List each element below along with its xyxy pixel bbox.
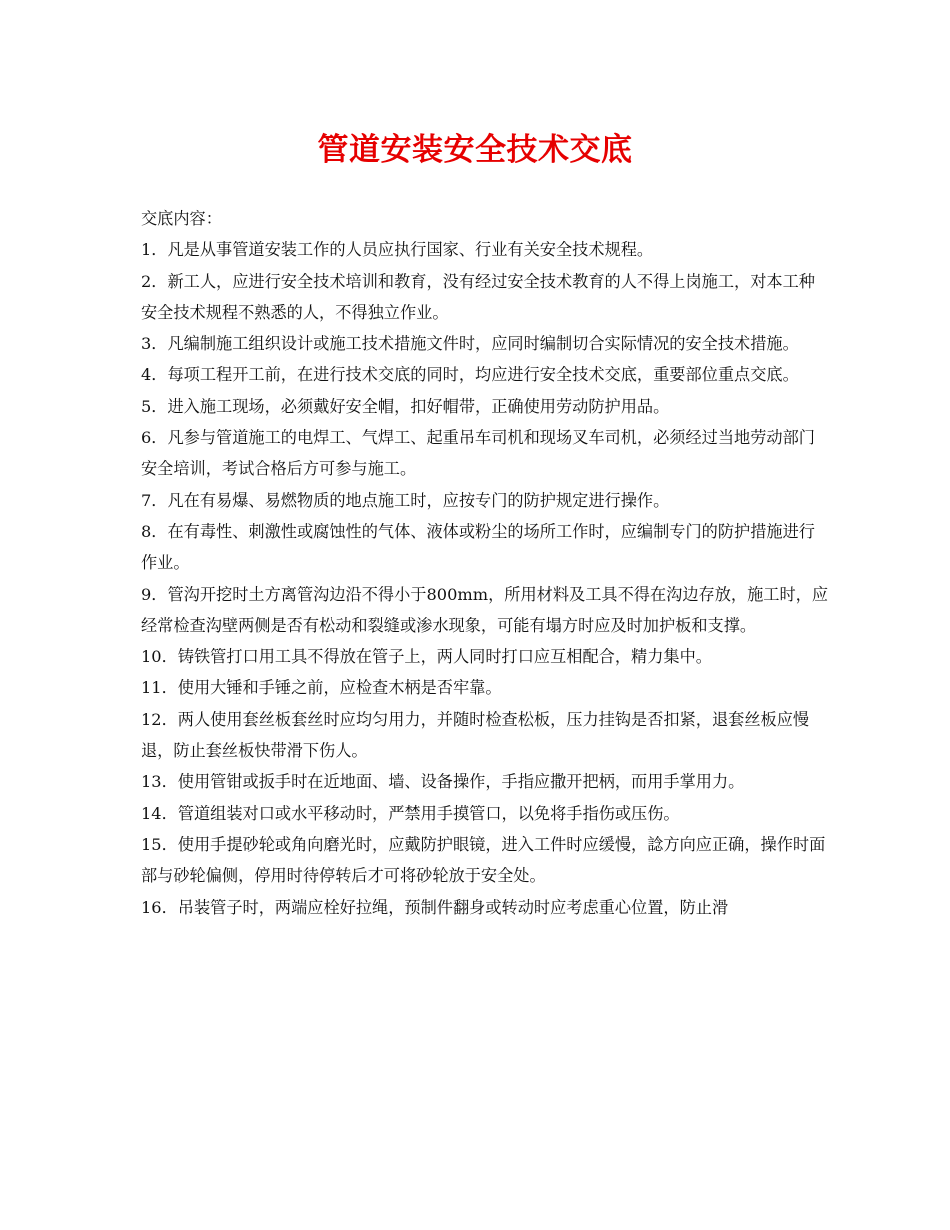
list-item: 14．管道组装对口或水平移动时，严禁用手摸管口，以免将手指伤或压伤。 <box>141 803 680 823</box>
document-body <box>141 203 831 923</box>
list-item: 3．凡编制施工组织设计或施工技术措施文件时，应同时编制切合实际情况的安全技术措施。 <box>141 334 799 354</box>
intro-label: 交底内容： <box>141 209 222 228</box>
list-item: 13．使用管钳或扳手时在近地面、墙、设备操作，手指应撒开把柄，而用手掌用力。 <box>141 772 745 792</box>
list-item: 1．凡是从事管道安装工作的人员应执行国家、行业有关安全技术规程。 <box>141 240 654 260</box>
list-item: 2．新工人，应进行安全技术培训和教育，没有经过安全技术教育的人不得上岗施工，对本工种安全技术规程不熟悉的人，不得独立作业。 <box>141 271 815 322</box>
document-title: 管道安装安全技术交底 <box>317 132 633 168</box>
list-item: 4．每项工程开工前，在进行技术交底的同时，均应进行安全技术交底，重要部位重点交底。 <box>141 365 799 385</box>
list-item: 5．进入施工现场，必须戴好安全帽，扣好帽带，正确使用劳动防护用品。 <box>141 396 670 416</box>
list-item: 9．管沟开挖时土方离管沟边沿不得小于800mm，所用材料及工具不得在沟边存放，施工时，应经常检查沟壁两侧是否有松动和裂缝或渗水现象，可能有塌方时应及时加护板和支撑。 <box>141 584 829 635</box>
list-item: 6．凡参与管道施工的电焊工、气焊工、起重吊车司机和现场叉车司机，必须经过当地劳动部门安全培训，考试合格后方可参与施工。 <box>141 428 815 479</box>
list-item: 12．两人使用套丝板套丝时应均匀用力，并随时检查松板，压力挂钩是否扣紧，退套丝板应慢退，防止套丝板快带滑下伤人。 <box>141 709 810 761</box>
list-item: 7．凡在有易爆、易燃物质的地点施工时，应按专门的防护规定进行操作。 <box>141 490 670 510</box>
list-item: 16．吊装管子时，两端应栓好拉绳，预制件翻身或转动时应考虑重心位置，防止滑 <box>141 897 729 917</box>
list-item: 15．使用手提砂轮或角向磨光时，应戴防护眼镜，进入工件时应缓慢，諗方向应正确，操作时面部与砂轮偏侧，停用时待停转后才可将砂轮放于安全处。 <box>141 834 826 886</box>
list-item: 8．在有毒性、刺激性或腐蚀性的气体、液体或粉尘的场所工作时，应编制专门的防护措施进行作业。 <box>141 521 815 573</box>
list-item: 11．使用大锤和手锤之前，应检查木柄是否牢靠。 <box>141 678 502 698</box>
list-item: 10．铸铁管打口用工具不得放在管子上，两人同时打口应互相配合，精力集中。 <box>141 647 712 667</box>
